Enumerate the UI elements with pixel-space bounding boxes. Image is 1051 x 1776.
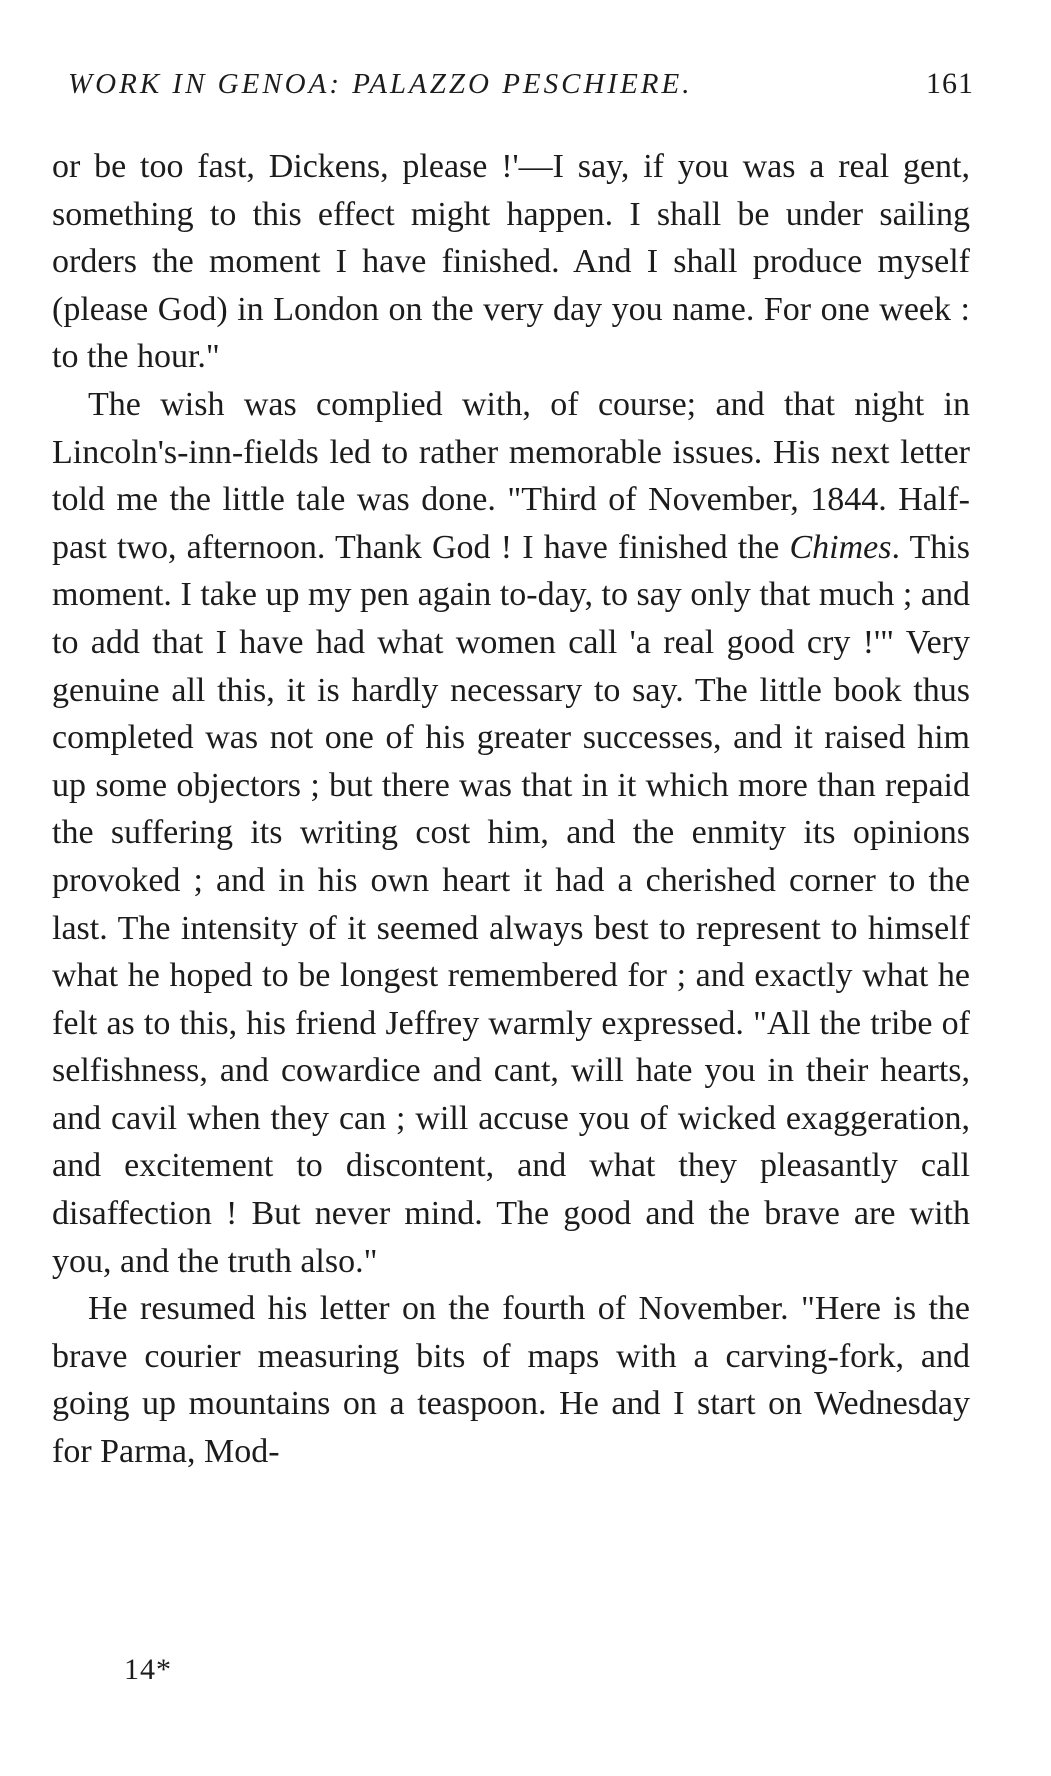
book-title-chimes: Chimes bbox=[789, 528, 892, 566]
paragraph-2-part-2: . This moment. I take up my pen again to-day, to say only that much ; and to add that I have had what women call 'a real good cry !'" Very genuine all this, it is hardly necessary to say. The little book thus completed was not one of his greater successes, and it raised him up some objectors ; but there was that in it which more than repaid the suffering its writing cost him, and the enmity its opinions provoked ; and in his own heart it had a cherished corner to the last. The intensity of it seemed always best to represent to himself what he hoped to be longest remembered for ; and exactly what he felt as to this, his friend Jeffrey warmly expressed. "All the tribe of selfishness, and cowardice and cant, will hate you in their hearts, and cavil when they can ; will accuse you of wicked exaggeration, and excitement to discontent, and what they pleasantly call disaffection ! But never mind. The good and the brave are with you, and the truth also." bbox=[52, 528, 970, 1280]
body-text bbox=[52, 143, 970, 1476]
running-header bbox=[62, 62, 974, 106]
paragraph-2 bbox=[52, 381, 970, 1285]
running-title: WORK IN GENOA: PALAZZO PESCHIERE. bbox=[68, 68, 693, 100]
paragraph-3: He resumed his letter on the fourth of November. "Here is the brave courier measuring bits of maps with a carving-fork, and going up mountains on a teaspoon. He and I start on Wednesday for Parma, Mod- bbox=[52, 1290, 970, 1471]
signature-mark: 14* bbox=[124, 1653, 172, 1686]
paragraph-2-part-1: The wish was complied with, of course; and that night in Lincoln's-inn-fields led to rather memorable issues. His next letter told me the little tale was done. "Third of November, 1844. Half-past two, afternoon. Thank God ! I have finished the bbox=[52, 385, 970, 566]
paragraph-1: or be too fast, Dickens, please !'—I say, if you was a real gent, something to this effect might happen. I shall be under sailing orders the moment I have finished. And I shall produce myself (please God) in London on the very day you name. For one week : to the hour." bbox=[52, 148, 970, 376]
page-number: 161 bbox=[926, 67, 974, 100]
